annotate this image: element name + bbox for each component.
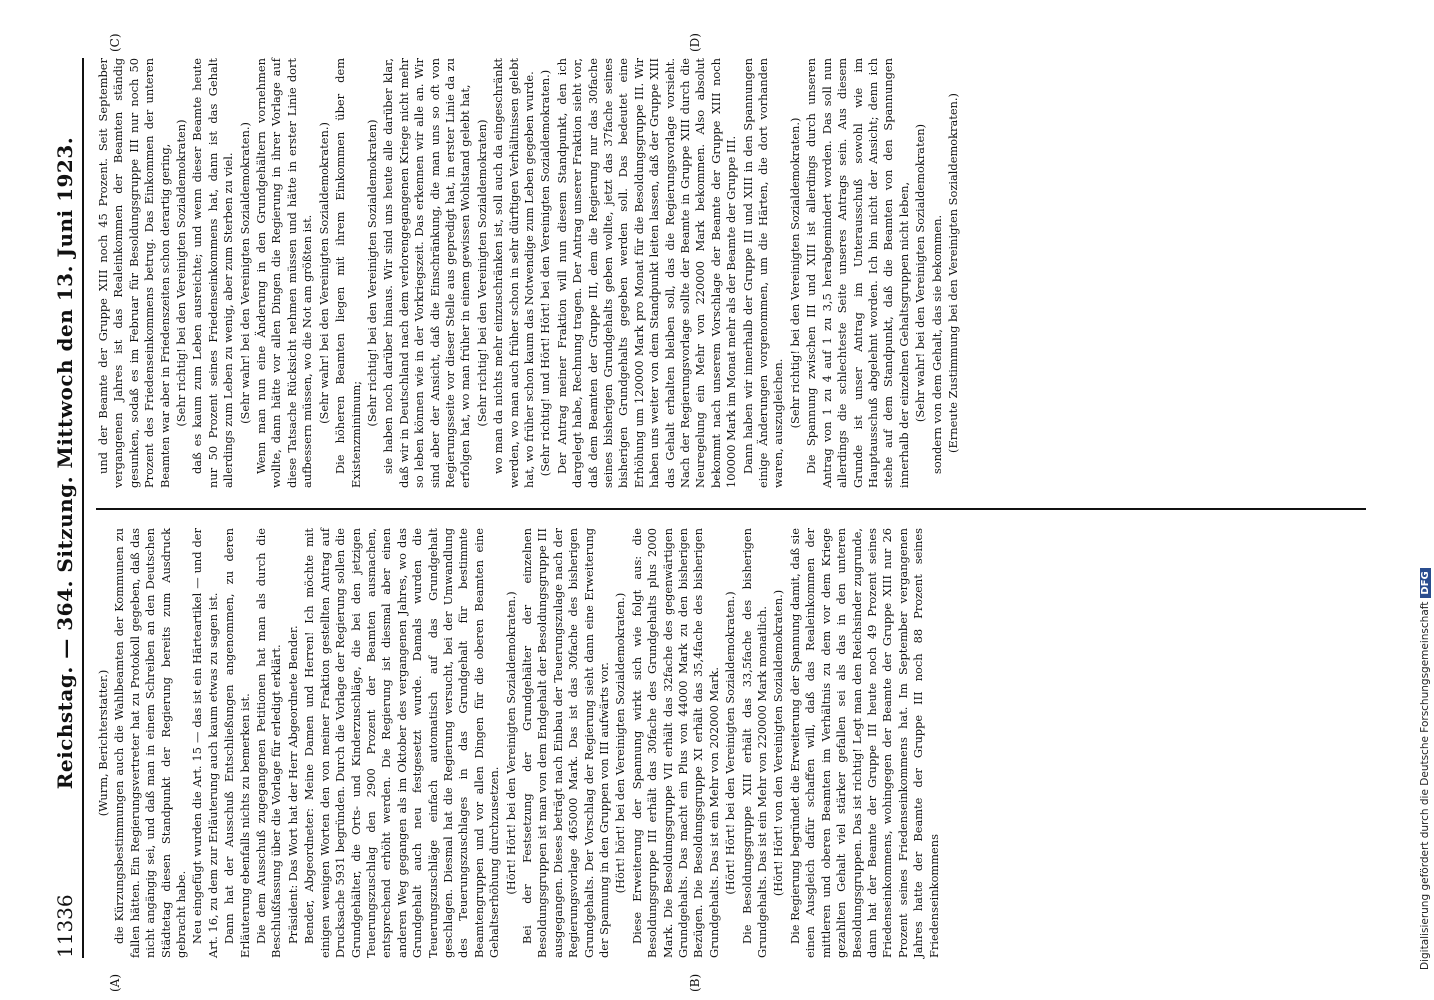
right-column-paragraph: (Sehr wahr! bei den Vereinigten Sozialdemokraten.) — [316, 122, 331, 424]
digitization-note-text: Digitalisierung gefördert durch die Deutsche Forschungsgemeinschaft — [1419, 601, 1431, 970]
left-column-paragraph: (Hört! hört! bei den Vereinigten Sozialdemokraten.) — [613, 592, 628, 894]
right-column-paragraph: und der Beamte der Gruppe XIII noch 45 Prozent. Seit September vergangenen Jahres ist das Realeinkommen der Beamten ständig gesunken, sodaß es im Februar für Besoldungsgruppe III nur noch 50 Prozent des Friedenseinkommens betrug. Das Einkommen der unteren Beamten war aber in Friedenszeiten schon derartig gering, — [96, 58, 172, 488]
digitization-note — [1405, 10, 1433, 990]
right-column-paragraph: Wenn man nun eine Änderung in den Grundgehältern vornehmen wollte, dann hätte vor allen Dingen die Regierung in ihrer Vorlage auf diese Tatsache Rücksicht nehmen müssen und hätte in erster Linie dort aufbessern müssen, wo die Not am größten ist. — [254, 58, 315, 488]
right-column-paragraph: Die Spannung zwischen III und XIII ist allerdings durch unseren Antrag von 1 zu 4 auf 1 zu 3,5 herabgemindert worden. Das soll nun allerdings die schlechteste Seite unseres Antrags sein. Aus diesem Grunde ist unser Antrag im Unterausschuß sowohl wie im Hauptausschuß abgelehnt worden. Ich bin nicht der Ansicht; denn ich stehe auf dem Standpunkt, daß die Beamten von den Spannungen innerhalb der einzelnen Gehaltsgruppen nicht leben, — [804, 58, 911, 488]
margin-marker-b: (B) — [688, 973, 702, 992]
left-column-paragraph: Diese Erweiterung der Spannung wirkt sich wie folgt aus: die Besoldungsgruppe III erhält das 30fache des Grundgehalts plus 2000 Mark. Die Besoldungsgruppe VII erhält das 32fache des gegenwärtigen Grundgehalts. Das macht ein Plus von 44000 Mark zu den bisherigen Bezügen. Die Besoldungsgruppe XI erhält das 35,4fache des bisherigen Grundgehalts. Das ist ein Mehr von 202000 Mark. — [629, 528, 721, 958]
right-column-paragraph: wo man da nichts mehr einzuschränken ist, soll auch da eingeschränkt werden, wo man auch früher schon in sehr dürftigen Verhältnissen gelebt hat, wo früher schon kaum das Notwendige zum Leben gegeben wurde. — [491, 58, 536, 488]
right-column-paragraph: sondern von dem Gehalt, das sie bekommen. — [929, 214, 944, 474]
margin-marker-d: (D) — [688, 33, 702, 52]
left-column-paragraph: die Kürzungsbestimmungen auch die Wahlbeamten der Kommunen zu fallen hätten. Ein Regierungsvertreter hat zu Protokoll gegeben, daß das nicht angängig sei, und daß man in einem Schreiben an den Deutschen Städtetag diesen Standpunkt der Regierung bereits zum Ausdruck gebracht habe. — [112, 528, 189, 958]
margin-marker-a: (A) — [108, 973, 122, 992]
left-column-paragraph: (Wurm, Berichterstatter.) — [96, 669, 110, 817]
left-column-paragraph: Präsident: Das Wort hat der Herr Abgeordnete Bender. — [285, 625, 300, 944]
dfg-logo: DFG — [1420, 568, 1431, 597]
left-column-paragraph: Die Besoldungsgruppe XIII erhält das 33,5fache des bisherigen Grundgehalts. Das ist ein Mehr von 220000 Mark monatlich. — [739, 528, 770, 958]
right-column-paragraph: (Sehr wahr! bei den Vereinigten Sozialdemokraten.) — [237, 122, 252, 424]
left-column-paragraph: Die dem Ausschuß zugegangenen Petitionen hat man als durch die Beschlußfassung über die Vorlage für erledigt erklärt. — [254, 528, 284, 958]
left-column-paragraph: Die Regierung begründet die Erweiterung der Spannung damit, daß sie einen Ausgleich dafür schaffen will, daß das Realeinkommen der mittleren und oberen Beamten im Verhältnis zu dem vor dem Kriege gezahlten Gehalt viel stärker gefallen sei als das in den unteren Besoldungsgruppen. Das ist richtig! Legt man den Reichsinder zugrunde, dann hat der Beamte der Gruppe III heute noch 49 Prozent seines Friedenseinkommens, wohingegen der Beamte der Gruppe XIII nur 26 Prozent seines Friedenseinkommens hat. Im September vergangenen Jahres hatte der Beamte der Gruppe III noch 88 Prozent seines Friedenseinkommens — [787, 528, 941, 958]
left-column-paragraph: Bei der Festsetzung der Grundgehälter der einzelnen Besoldungsgruppen ist man von dem Endgehalt der Besoldungsgruppe III ausgegangen. Dieses beträgt nach Einbau der Teuerungszulage nach der Regierungsvorlage 465000 Mark. Das ist das 30fache des bisherigen Grundgehalts. Der Vorschlag der Regierung sieht dann eine Erweiterung der Spannung in den Gruppen von III aufwärts vor. — [519, 528, 611, 958]
page-number: 11336 — [53, 894, 77, 958]
column-divider — [96, 508, 1366, 510]
right-column-paragraph: Die höheren Beamten liegen mit ihrem Einkommen über dem Existenzminimum; — [333, 58, 363, 488]
left-column-paragraph: Bender, Abgeordneter: Meine Damen und Herren! Ich möchte mit einigen wenigen Worten den von meiner Fraktion gestellten Antrag auf Drucksache 5931 begründen. Durch die Vorlage der Regierung sollen die Grundgehälter, die Orts- und Kinderzuschläge, die bei den jetzigen Teuerungszuschlag den 2900 Prozent der Beamten ausmachen, entsprechend erhöht werden. Die Regierung ist diesmal aber einen anderen Weg gegangen als im Oktober des vergangenen Jahres, wo das Grundgehalt auch neu festgesetzt wurde. Damals wurden die Teuerungszuschläge einfach automatisch auf das Grundgehalt geschlagen. Diesmal hat die Regierung versucht, bei der Umwandlung des Teuerungszuschlages in das Grundgehalt für bestimmte Beamtengruppen und vor allen Dingen für die oberen Beamten eine Gehaltserhöhung durchzusetzen. — [302, 528, 502, 958]
page-headline: Reichstag. — 364. Sitzung. Mittwoch den 13. Juni 1923. — [53, 136, 77, 790]
right-column-paragraph: (Sehr richtig! bei den Vereinigten Sozialdemokraten) — [364, 119, 379, 427]
right-column-paragraph: (Sehr wahr! bei den Vereinigten Sozialdemokraten) — [913, 123, 928, 423]
page-header — [48, 58, 84, 958]
left-column-paragraph: Dann hat der Ausschuß Entschließungen angenommen, zu deren Erläuterung ebenfalls nichts zu bemerken ist. — [222, 528, 252, 958]
left-column-paragraph: (Hört! Hört! bei den Vereinigten Sozialdemokraten.) — [503, 591, 518, 895]
right-column-paragraph: Der Antrag meiner Fraktion will nun diesem Standpunkt, den ich dargelegt habe, Rechnung tragen. Der Antrag unserer Fraktion sieht vor, daß dem Beamten der Gruppe III, dem die Regierung nur das 30fache seines bisherigen Grundgehalts geben wollte, jetzt das 37fache seines bisherigen Grundgehalts gegeben werden soll. Das bedeutet eine Erhöhung um 120000 Mark pro Monat für die Besoldungsgruppe III. Wir haben uns weiter von dem Standpunkt leiten lassen, daß der Gruppe XIII das Gehalt erhalten bleiben soll, das die Regierungsvorlage vorsieht. Nach der Regierungsvorlage sollte der Beamte in Gruppe XIII durch die Neuregelung ein Mehr von 220000 Mark bekommen. Also absolut bekommt nach unserem Vorschlage der Beamte der Gruppe XIII noch 100000 Mark im Monat mehr als der Beamte der Gruppe III. — [554, 58, 739, 488]
rotated-print-page — [48, 33, 1378, 992]
left-column-paragraph: (Hört! Hört! bei den Vereinigten Sozialdemokraten.) — [723, 591, 738, 895]
right-column-paragraph: daß es kaum zum Leben ausreichte; und wenn dieser Beamte heute nur 50 Prozent seines Friedenseinkommens hat, dann ist das Gehalt allerdings zum Leben zu wenig, aber zum Sterben zu viel. — [190, 58, 236, 488]
right-column — [96, 58, 1366, 488]
right-column-paragraph: Dann haben wir innerhalb der Gruppe III und XIII in den Spannungen einige Änderungen vorgenommen, um die Härten, die dort vorhanden waren, auszugleichen. — [740, 58, 786, 488]
right-column-paragraph: (Sehr richtig! bei den Vereinigten Sozialdemokraten.) — [787, 117, 802, 429]
right-column-paragraph: (Sehr richtig! bei den Vereinigten Sozialdemokraten) — [474, 119, 489, 427]
margin-marker-c: (C) — [108, 33, 122, 52]
right-column-paragraph: (Sehr richtig! bei den Vereinigten Sozialdemokraten) — [174, 119, 189, 427]
right-column-paragraph: (Sehr richtig! und Hört! Hört! bei den Vereinigten Sozialdemokraten.) — [538, 69, 553, 477]
left-column-paragraph: (Hört! Hört! von den Vereinigten Sozialdemokraten.) — [771, 589, 786, 897]
right-column-paragraph: (Erneute Zustimmung bei den Vereinigten Sozialdemokraten.) — [945, 93, 960, 453]
left-column — [96, 528, 1366, 958]
right-column-paragraph: sie haben noch darüber hinaus. Wir sind uns heute alle darüber klar, daß wir in Deutschland nach dem verlorengegangenen Kriege nicht mehr so leben können wie in der Vorkriegszeit. Das erkennen wir alle an. Wir sind aber der Ansicht, daß die Einschränkung, die man uns so oft von Regierungsseite vor dieser Stelle aus gepredigt hat, in erster Linie da zu erfolgen hat, wo man früher in einem gewissen Wohlstand gelebt hat, — [381, 58, 473, 488]
left-column-paragraph: Neu eingefügt wurden die Art. 15 — das ist ein Härteartikel — und der Art. 16, zu dem zur Erläuterung auch kaum etwas zu sagen ist. — [190, 528, 220, 958]
